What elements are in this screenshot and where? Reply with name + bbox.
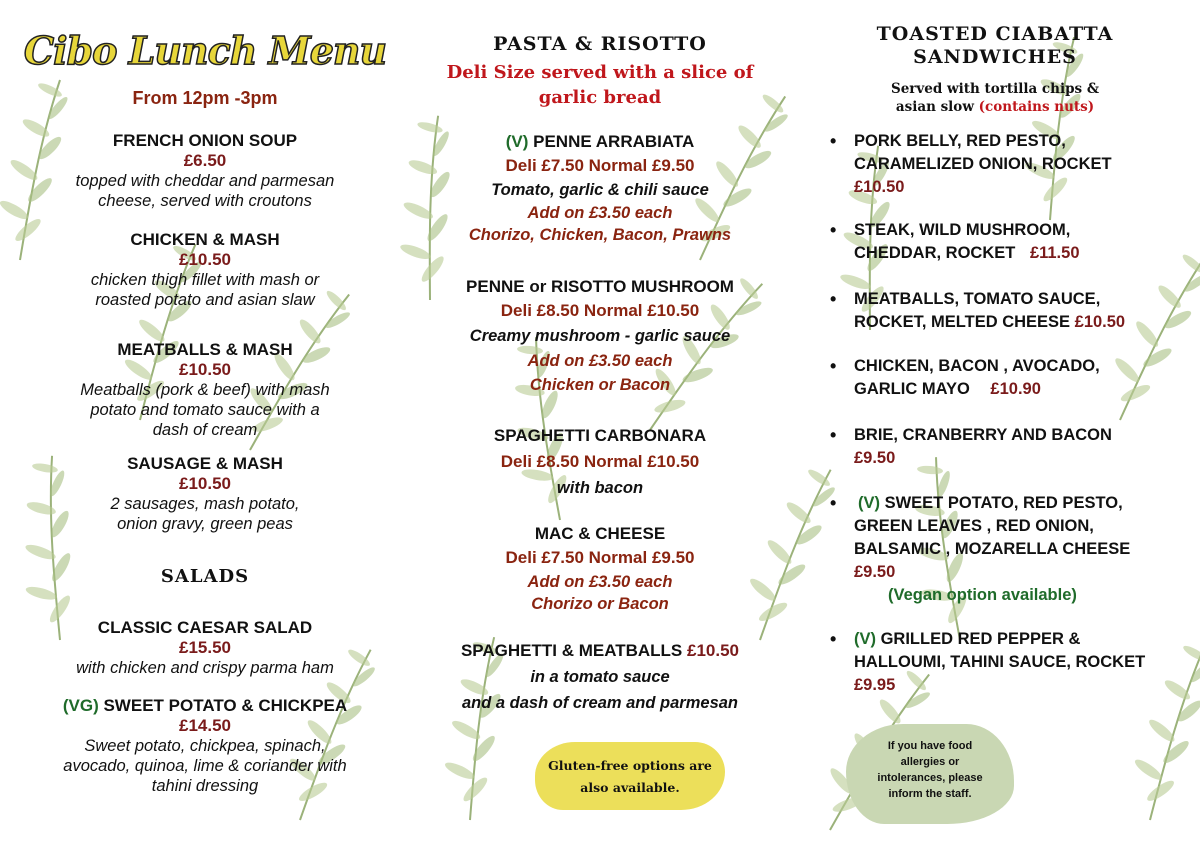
dish-description: with bacon xyxy=(556,479,644,497)
dish-description: onion gravy, green peas xyxy=(117,515,293,533)
list-item xyxy=(826,130,1200,199)
addon-label: Add on £3.50 each xyxy=(527,204,673,222)
dish-description: in a tomato sauce xyxy=(530,668,670,686)
allergy-line: intolerances, please xyxy=(877,772,983,784)
sandwich-line: • STEAK, WILD MUSHROOM, xyxy=(854,221,1071,239)
dish-name: SPAGHETTI CARBONARA xyxy=(493,426,707,445)
sandwich-line: GRILLED RED PEPPER & xyxy=(880,630,1081,648)
dish-name: CHICKEN & MASH xyxy=(130,230,280,249)
pasta-heading: PASTA & RISOTTO xyxy=(493,33,707,55)
dish-prices: Deli £8.50 Normal £10.50 xyxy=(500,301,700,320)
menu-title: Cibo Lunch Menu xyxy=(23,28,387,73)
dish-description: with chicken and crispy parma ham xyxy=(76,659,334,677)
sandwich-line-row xyxy=(854,378,1200,401)
dish-name-row xyxy=(20,696,390,716)
sandwich-price: £9.50 xyxy=(854,563,896,581)
menu-item-caesar-salad xyxy=(20,618,390,678)
addon-options: Chorizo or Bacon xyxy=(531,595,669,613)
dish-name: SPAGHETTI & MEATBALLS xyxy=(460,641,683,660)
menu-item-french-onion-soup xyxy=(20,131,390,211)
dish-price: £14.50 xyxy=(179,716,231,735)
vegetarian-tag: (V) xyxy=(505,132,529,151)
dish-description: and a dash of cream and parmesan xyxy=(461,694,738,712)
sandwich-price: £10.90 xyxy=(990,380,1041,398)
dish-price: £10.50 xyxy=(687,641,740,660)
addon-options: Chicken or Bacon xyxy=(529,376,671,394)
dish-description: Sweet potato, chickpea, spinach, xyxy=(84,737,326,755)
sandwich-line-row xyxy=(854,311,1200,334)
sandwich-line-row xyxy=(854,492,1200,515)
gluten-note-line: Gluten-free options are xyxy=(548,758,712,773)
menu-hours: From 12pm -3pm xyxy=(132,88,278,108)
dish-description: avocado, quinoa, lime & coriander with xyxy=(63,757,347,775)
menu-item-mushroom xyxy=(415,275,785,396)
sandwich-price: £9.50 xyxy=(854,449,896,467)
dish-prices: Deli £7.50 Normal £9.50 xyxy=(505,548,695,567)
list-item xyxy=(826,355,1200,401)
sandwich-price: £10.50 xyxy=(1074,313,1126,331)
menu-item-carbonara xyxy=(415,423,785,501)
dish-name: CLASSIC CAESAR SALAD xyxy=(97,618,313,637)
dish-name: PENNE ARRABIATA xyxy=(533,132,695,151)
sandwich-line-row xyxy=(854,242,1200,265)
sandwich-line: CARAMELIZED ONION, ROCKET xyxy=(854,155,1112,173)
menu-item-meatballs-mash xyxy=(20,340,390,440)
sandwich-price: £10.50 xyxy=(854,178,905,196)
dish-price: £6.50 xyxy=(183,151,227,170)
contains-nuts-label: (contains nuts) xyxy=(978,99,1095,115)
dish-name: MAC & CHEESE xyxy=(534,524,666,543)
dish-price: £10.50 xyxy=(179,250,231,269)
allergy-line: allergies or xyxy=(900,756,960,768)
list-item xyxy=(826,492,1200,607)
sandwich-line: • BRIE, CRANBERRY AND BACON xyxy=(854,426,1112,444)
sandwich-line-row xyxy=(854,628,1200,651)
vegetarian-tag: (V) xyxy=(858,494,880,512)
allergy-note-badge xyxy=(846,724,1014,824)
addon-label: Add on £3.50 each xyxy=(527,352,673,370)
vegetarian-tag: (V) xyxy=(854,630,876,648)
dish-description: potato and tomato sauce with a xyxy=(90,401,320,419)
menu-item-mac-cheese xyxy=(415,522,785,614)
sandwich-line: ROCKET, MELTED CHEESE xyxy=(854,313,1071,331)
subheading-line: garlic bread xyxy=(538,87,662,108)
gluten-free-badge xyxy=(535,742,725,810)
gluten-note-line: also available. xyxy=(580,780,680,795)
allergy-line: If you have food xyxy=(887,740,973,752)
dish-description: Tomato, garlic & chili sauce xyxy=(491,181,709,199)
sandwich-price: £9.95 xyxy=(854,676,896,694)
pasta-subheading xyxy=(415,60,785,110)
allergy-line: inform the staff. xyxy=(888,788,972,800)
sandwich-line: SWEET POTATO, RED PESTO, xyxy=(884,494,1123,512)
dish-description: roasted potato and asian slaw xyxy=(95,291,315,309)
salads-heading: SALADS xyxy=(160,566,250,587)
sandwich-line: GREEN LEAVES , RED ONION, xyxy=(854,517,1094,535)
dish-name-row xyxy=(415,638,785,664)
dish-price: £10.50 xyxy=(179,474,231,493)
list-item xyxy=(826,219,1200,265)
served-line xyxy=(810,98,1180,116)
vegan-option-note: (Vegan option available) xyxy=(888,586,1077,604)
menu-item-spaghetti-meatballs xyxy=(415,638,785,716)
menu-item-chicken-mash xyxy=(20,230,390,310)
served-line: Served with tortilla chips & xyxy=(890,81,1100,97)
dish-description: topped with cheddar and parmesan xyxy=(75,172,335,190)
menu-item-penne-arrabiata xyxy=(415,130,785,246)
dish-name: FRENCH ONION SOUP xyxy=(112,131,298,150)
dish-name: PENNE or RISOTTO MUSHROOM xyxy=(466,277,734,296)
dish-name: SAUSAGE & MASH xyxy=(127,454,283,473)
dish-prices: Deli £7.50 Normal £9.50 xyxy=(505,156,695,175)
sandwich-line: • CHICKEN, BACON , AVOCADO, xyxy=(854,357,1100,375)
dish-name: SWEET POTATO & CHICKPEA xyxy=(103,696,348,715)
sandwich-line: BALSAMIC , MOZARELLA CHEESE xyxy=(854,540,1131,558)
dish-description: chicken thigh fillet with mash or xyxy=(90,271,320,289)
dish-description: Creamy mushroom - garlic sauce xyxy=(469,327,731,345)
sandwich-line: • PORK BELLY, RED PESTO, xyxy=(854,132,1066,150)
addon-options: Chorizo, Chicken, Bacon, Prawns xyxy=(468,226,732,244)
sandwich-price: £11.50 xyxy=(1029,244,1080,262)
dish-description: cheese, served with croutons xyxy=(98,192,312,210)
menu-item-sausage-mash xyxy=(20,454,390,534)
sandwich-line: CHEDDAR, ROCKET xyxy=(854,244,1016,262)
vegan-tag: (VG) xyxy=(62,696,99,715)
dish-description: Meatballs (pork & beef) with mash xyxy=(80,381,330,399)
list-item xyxy=(826,424,1200,470)
sandwich-served-with xyxy=(810,80,1180,116)
sandwich-heading xyxy=(810,23,1180,69)
dish-description: 2 sausages, mash potato, xyxy=(110,495,300,513)
addon-label: Add on £3.50 each xyxy=(527,573,673,591)
dish-price: £10.50 xyxy=(179,360,231,379)
list-item xyxy=(826,288,1200,334)
heading-line: TOASTED CIABATTA xyxy=(876,23,1114,45)
menu-item-sweet-potato-chickpea xyxy=(20,696,390,796)
sandwich-line: HALLOUMI, TAHINI SAUCE, ROCKET xyxy=(854,653,1146,671)
served-text: asian slow xyxy=(895,99,974,115)
list-item xyxy=(826,628,1200,697)
subheading-line: Deli Size served with a slice of xyxy=(446,62,754,83)
dish-description: tahini dressing xyxy=(151,777,259,795)
heading-line: SANDWICHES xyxy=(913,46,1077,68)
dish-name: MEATBALLS & MASH xyxy=(117,340,293,359)
sandwich-line: GARLIC MAYO xyxy=(854,380,970,398)
dish-description: dash of cream xyxy=(152,421,258,439)
dish-name-row xyxy=(415,130,785,154)
dish-price: £15.50 xyxy=(179,638,231,657)
sandwich-line: • MEATBALLS, TOMATO SAUCE, xyxy=(854,290,1101,308)
dish-prices: Deli £8.50 Normal £10.50 xyxy=(500,452,700,471)
